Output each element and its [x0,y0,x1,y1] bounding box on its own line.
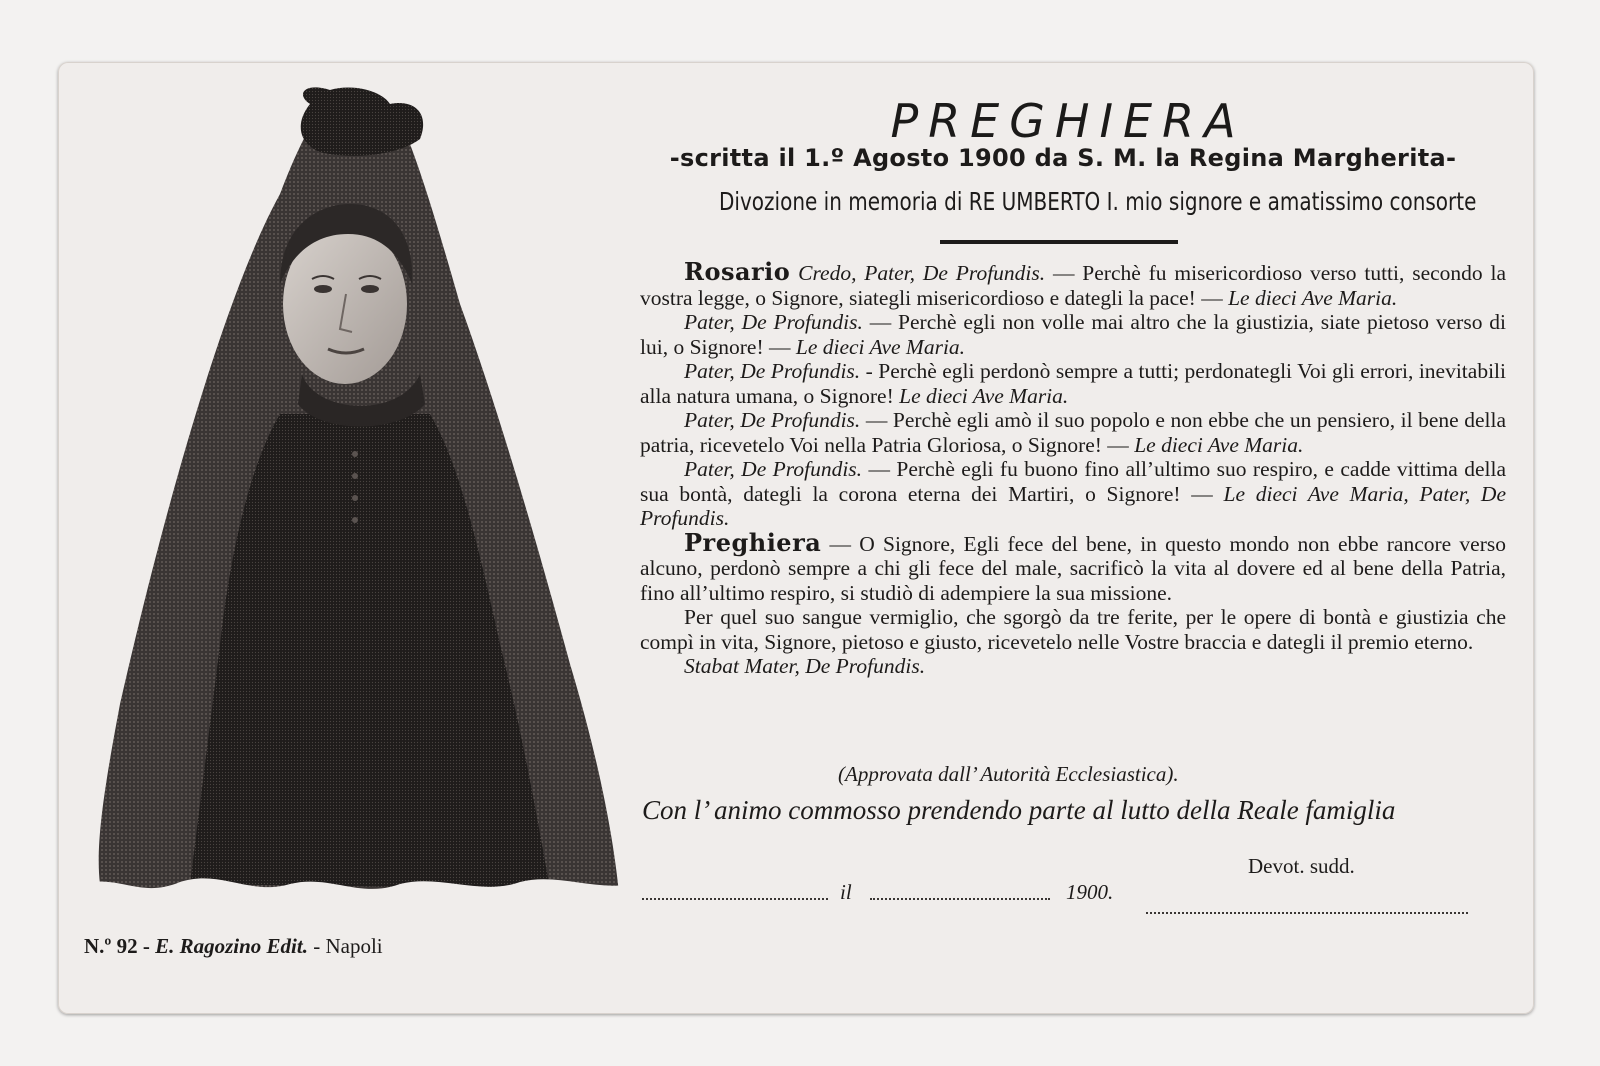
rosario-p4-intro: Pater, De Profundis. [684,408,861,432]
preghiera-paragraph-2: Per quel suo sangue vermiglio, che sgorgò da tre ferite, per le opere di bontà e giustizia che compì in vita, Signore, pietoso e giusto, ricevetelo nelle Vostre braccia e dategli il premio eterno. [640,605,1506,654]
rosario-paragraph-3 [640,359,1506,408]
rosario-p2-intro: Pater, De Profundis. [684,310,863,334]
rosario-p5-text: — Perchè egli fu buono fino all’ultimo suo respiro, e cadde vittima della sua bontà, dategli la corona eterna dei Martiri, o Signore! — [640,457,1506,506]
rosario-paragraph-4 [640,408,1506,457]
dedication-line: Divozione in memoria di RE UMBERTO I. mio signore e amatissimo consorte [719,187,1477,216]
preghiera-p3-text: Stabat Mater, De Profundis. [684,654,926,678]
publisher-line [84,934,383,959]
rosario-p2-text: — Perchè egli non volle mai altro che la giustizia, siate pietoso verso di lui, o Signore! — [640,310,1507,359]
closing-sentence: Con l’ animo commosso prendendo parte al lutto della Reale famiglia [642,795,1396,825]
publisher-editor: E. Ragozino Edit. [155,934,308,958]
rosario-p1-intro: Credo, Pater, De Profundis. [798,261,1046,285]
rosario-p4-end: Le dieci Ave Maria. [1134,432,1304,457]
publisher-city: - Napoli [313,934,383,958]
rosario-p5-intro: Pater, De Profundis. [684,457,863,481]
approval-note: (Approvata dall’ Autorità Ecclesiastica). [838,762,1179,786]
card-number: N.º 92 - [84,934,150,958]
preghiera-paragraph-1 [640,527,1506,606]
queen-portrait [80,84,640,944]
rosario-p5-end: Le dieci Ave Maria, Pater, De Profundis. [640,481,1506,530]
card-title: PREGHIERA [890,94,1246,148]
rosario-p2-end: Le dieci Ave Maria. [795,334,966,359]
rosario-section [640,257,1507,679]
devot-label: Devot. sudd. [1248,854,1355,878]
preghiera-heading: Preghiera [684,527,822,557]
rosario-paragraph-1 [640,257,1507,310]
year-label: 1900. [1066,880,1114,904]
postcard [58,62,1534,1014]
rosario-p3-intro: Pater, De Profundis. [684,359,861,383]
rosario-p4-text: — Perchè egli amò il suo popolo e non ebbe che un pensiero, il bene della patria, ricevetelo Voi nella Patria Gloriosa, o Signore! — [640,408,1507,457]
rosario-paragraph-2 [640,310,1506,359]
il-label: il [840,880,852,904]
signature-blank[interactable] [1146,912,1468,914]
rosario-p3-text: - Perchè egli perdonò sempre a tutti; perdonategli Voi gli errori, inevitabili alla natura umana, o Signore! [640,359,1506,408]
rosario-p1-end: Le dieci Ave Maria. [1228,285,1398,310]
divider-rule [940,240,1178,244]
rosario-paragraph-5 [640,457,1506,531]
preghiera-paragraph-3 [640,654,1506,679]
date-blank-2[interactable] [870,898,1050,900]
date-blank-1[interactable] [642,898,828,900]
rosario-p3-end: Le dieci Ave Maria. [899,383,1069,408]
preghiera-p1-text: — O Signore, Egli fece del bene, in questo mondo non ebbe rancore verso alcuno, perdonò sempre a chi gli fece del male, sacrificò la vita al dovere ed al bene della Patria, fino all’ultimo respiro, si studiò di adempiere la sua missione. [640,531,1506,605]
card-subtitle: -scritta il 1.º Agosto 1900 da S. M. la Regina Margherita- [669,144,1457,172]
rosario-p1-text: — Perchè fu misericordioso verso tutti, secondo la vostra legge, o Signore, siategli misericordioso e dategli la pace! — [640,261,1507,310]
rosario-heading: Rosario [684,257,791,286]
